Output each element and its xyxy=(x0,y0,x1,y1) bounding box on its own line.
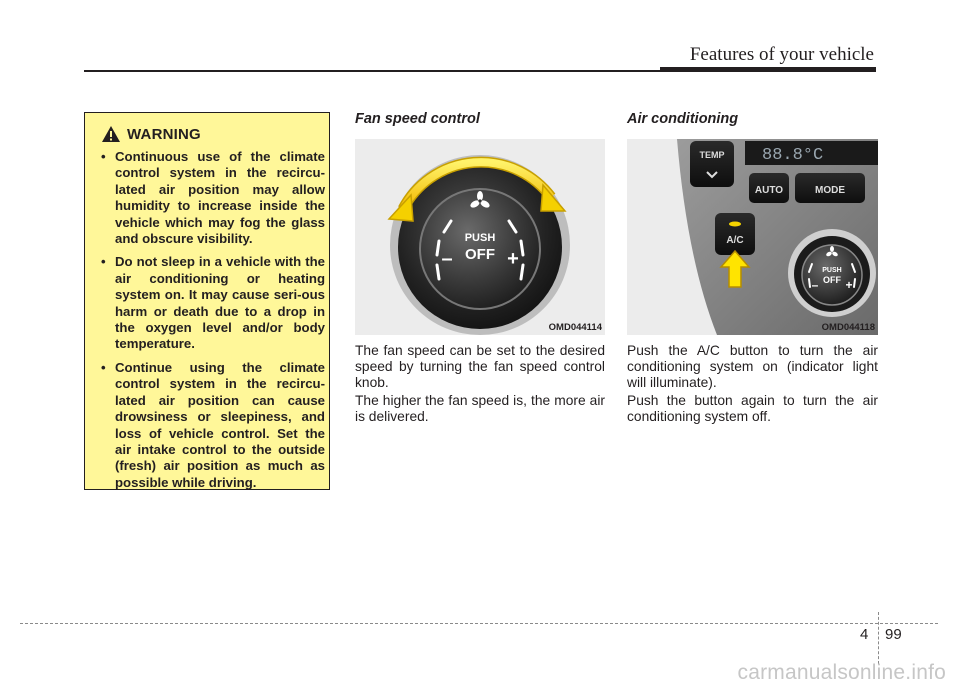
bullet: • xyxy=(101,149,106,164)
warning-item xyxy=(93,149,325,247)
figure-code: OMD044114 xyxy=(548,322,602,333)
knob-minus-label: – xyxy=(441,248,453,270)
ac-panel-figure xyxy=(627,139,878,335)
ac-paragraph: Push the button again to turn the air conditioning system off. xyxy=(627,393,878,425)
warning-triangle-icon xyxy=(101,125,121,143)
bullet: • xyxy=(101,254,106,270)
warning-box xyxy=(84,112,330,490)
ac-panel-illustration xyxy=(627,139,878,335)
ac-section-title: Air conditioning xyxy=(627,111,739,127)
warning-list xyxy=(93,149,325,498)
warning-item-text: Continue using the climate control system in the recircu-lated air position can cause drowsiness or sleepiness, and loss of vehicle control. Set the air intake control to the outside (fresh) air position as much as possible while driving. xyxy=(115,359,325,490)
panel-knob-off: OFF xyxy=(823,275,841,285)
page-header-title: Features of your vehicle xyxy=(689,44,874,65)
fan-paragraph: The fan speed can be set to the desired speed by turning the fan speed control knob. xyxy=(355,343,605,391)
chapter-number: 4 xyxy=(860,626,869,643)
panel-temp-label: TEMP xyxy=(699,150,725,160)
warning-item-text: Do not sleep in a vehicle with the air conditioning or heating system on. It may cause seri-ous harm or death due to a drop in the oxygen level and/or body temperature. xyxy=(115,254,325,352)
warning-item xyxy=(93,360,325,491)
header-rule-accent xyxy=(660,67,876,72)
page-number: 99 xyxy=(885,626,902,643)
warning-header xyxy=(101,123,201,145)
warning-item xyxy=(93,254,325,352)
panel-knob-plus: + xyxy=(845,278,853,292)
fan-paragraph: The higher the fan speed is, the more air is delivered. xyxy=(355,393,605,425)
knob-push-label: PUSH xyxy=(464,232,496,244)
warning-item-text: Continuous use of the climate control system in the recircu-lated air position may allow humidity to increase inside the vehicle which may fog the glass and obscure visibility. xyxy=(115,149,325,247)
knob-plus-label: + xyxy=(507,248,519,270)
fan-section-title: Fan speed control xyxy=(355,111,480,127)
fan-knob-illustration xyxy=(355,139,605,335)
warning-title: WARNING xyxy=(127,125,201,143)
ac-indicator-light xyxy=(729,222,741,227)
panel-mode-label: MODE xyxy=(815,185,845,196)
figure-code: OMD044118 xyxy=(821,322,875,333)
bullet: • xyxy=(101,359,106,375)
footer-divider xyxy=(878,612,879,664)
footer-rule xyxy=(20,623,938,624)
fan-knob-figure xyxy=(355,139,605,335)
knob-off-label: OFF xyxy=(465,246,495,263)
watermark: carmanualsonline.info xyxy=(737,661,946,684)
panel-display: 88.8°C xyxy=(762,146,824,165)
panel-ac-label: A/C xyxy=(726,235,744,246)
panel-knob-push: PUSH xyxy=(822,267,842,274)
ac-paragraph: Push the A/C button to turn the air conditioning system on (indicator light will illuminate). xyxy=(627,343,878,391)
panel-auto-label: AUTO xyxy=(754,185,784,196)
panel-knob-minus: – xyxy=(811,278,819,292)
